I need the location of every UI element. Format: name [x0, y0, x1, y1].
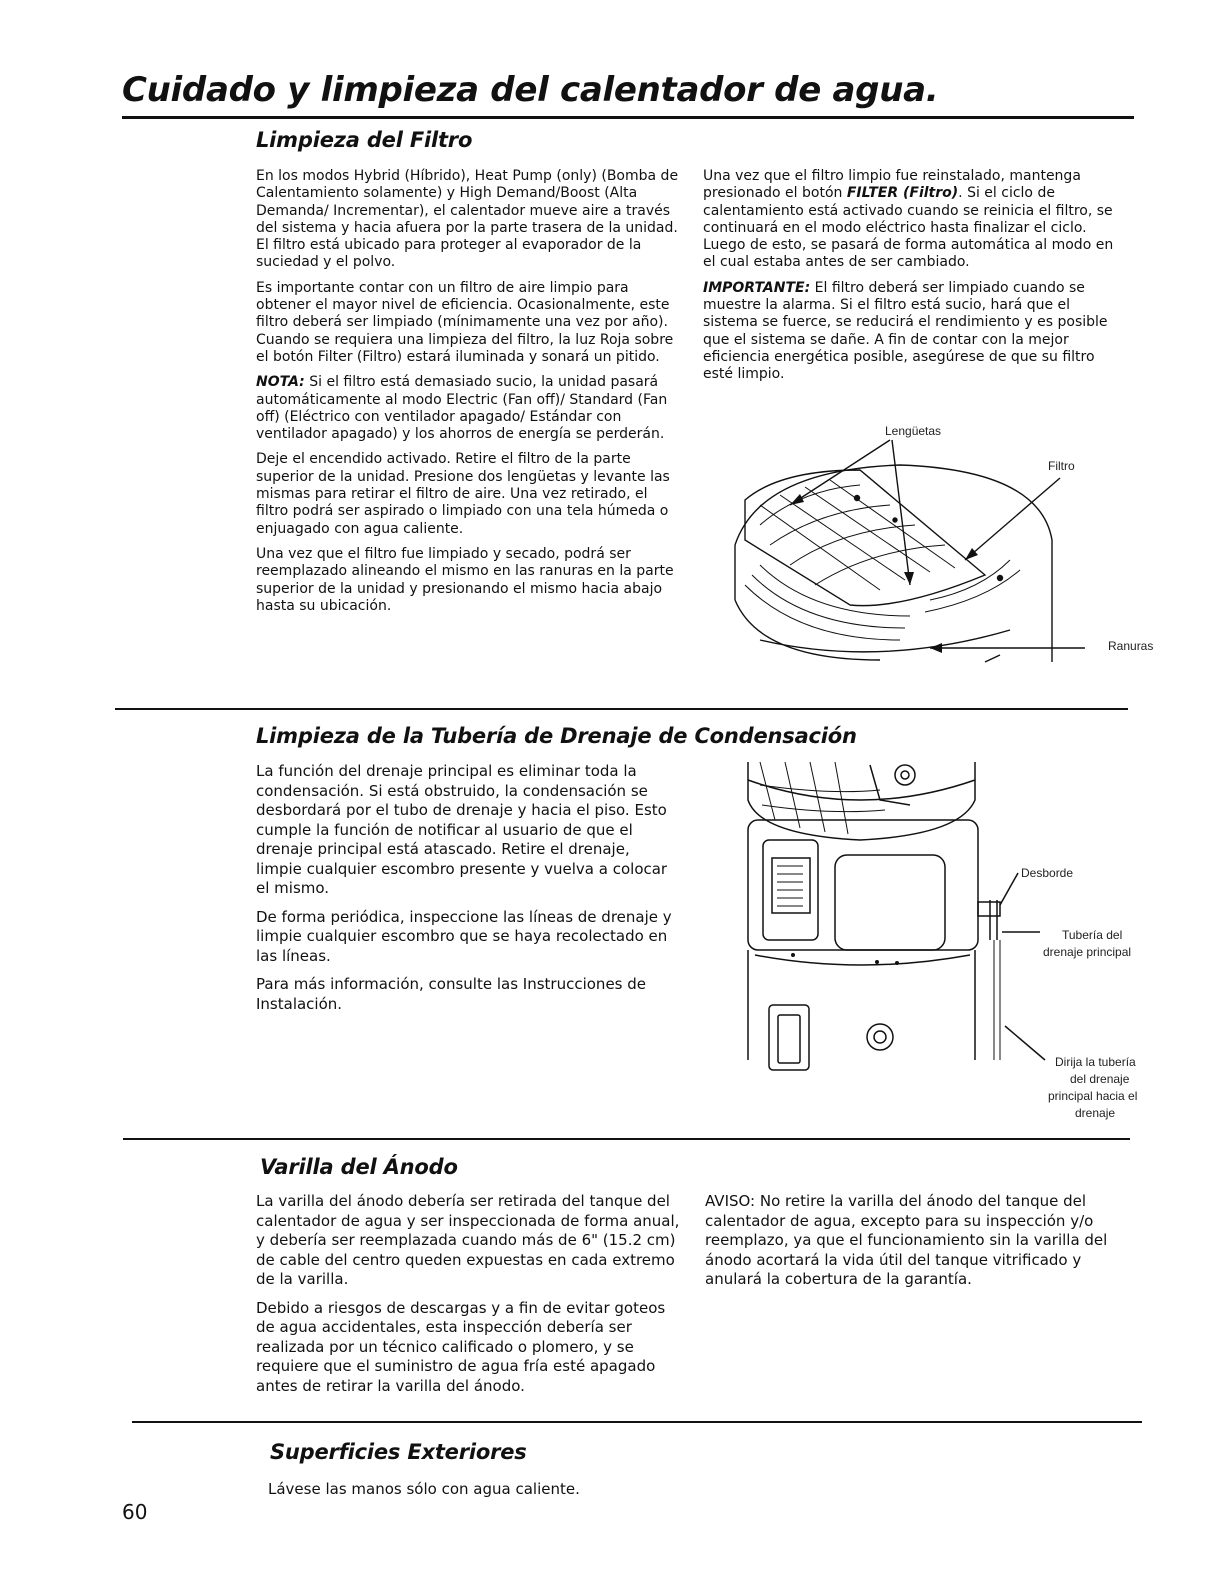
page-number: 60 [122, 1500, 148, 1524]
filter-heading: Limpieza del Filtro [256, 128, 473, 152]
filter-button-label: FILTER (Filtro) [846, 185, 959, 202]
page-title: Cuidado y limpieza del calentador de agua. [122, 70, 939, 110]
anode-right-column [705, 1192, 1130, 1299]
label-main-drain-2: drenaje principal [1043, 945, 1132, 959]
exterior-heading: Superficies Exteriores [270, 1440, 527, 1464]
anode-heading: Varilla del Ánodo [260, 1155, 458, 1179]
filter-paragraph-3: Deje el encendido activado. Retire el filtro de la parte superior de la unidad. Presione dos lengüetas y levante las mismas para retirar el filtro de aire. Una vez retirado, el filtro podrá ser aspirado o limpiado con una tela húmeda o enjuagado con agua caliente. [256, 451, 670, 537]
section-rule-2 [123, 1138, 1130, 1140]
drain-text-column [256, 762, 676, 1023]
filter-reset-paragraph: Una vez que el filtro limpio fue reinstalado, mantenga presionado el botón FILTER (Filtro). Si el ciclo de calentamiento está activado cuando se reinicia el filtro, se continuará en el modo eléctrico hasta finalizar el ciclo. Luego de esto, se pasará de forma automática al modo en el cual estaba antes de ser cambiado. [703, 168, 1114, 271]
section-rule-3 [132, 1421, 1142, 1423]
filter-important [703, 280, 1123, 384]
label-tabs: Lengüetas [885, 424, 942, 438]
filter-right-column [703, 168, 1123, 392]
label-overflow: Desborde [1021, 866, 1074, 880]
anode-left-column [256, 1192, 686, 1405]
section-rule-1 [115, 708, 1128, 710]
label-slots: Ranuras [1108, 639, 1154, 653]
title-rule [122, 116, 1134, 119]
drain-paragraph-1: La función del drenaje principal es eliminar toda la condensación. Si está obstruido, la condensación se desbordará por el tubo de drenaje y hacia el piso. Esto cumple la función de notificar al usuario de que el drenaje principal está atascado. Retire el drenaje, limpie cualquier escombro presente y vuelva a colocar el mismo. [256, 762, 668, 897]
drain-paragraph-3: Para más información, consulte las Instrucciones de Instalación. [256, 975, 646, 1013]
label-route-3: principal hacia el [1048, 1089, 1138, 1103]
importante-label: IMPORTANTE: [703, 279, 811, 296]
nota-label: NOTA: [256, 374, 305, 391]
filter-paragraph-1: En los modos Hybrid (Híbrido), Heat Pump (only) (Bomba de Calentamiento solamente) y High Demand/Boost (Alta Demanda/ Incrementar), el calentador mueve aire a través del sistema y hacia afuera por la parte trasera de la unidad. El filtro está ubicado para proteger al evaporador de la suciedad y el polvo. [256, 168, 679, 271]
label-route-1: Dirija la tubería [1055, 1055, 1136, 1069]
importante-text: El filtro deberá ser limpiado cuando se muestre la alarma. Si el filtro está sucio, hará que el sistema se fuerce, se reducirá el rendimiento y es posible que el sistema se dañe. A fin de contar con la mejor eficiencia energética posible, asegúrese de que su filtro esté limpio. [703, 279, 1108, 383]
label-main-drain-1: Tubería del [1062, 928, 1123, 942]
filter-paragraph-2: Es importante contar con un filtro de aire limpio para obtener el mayor nivel de eficiencia. Ocasionalmente, este filtro deberá ser limpiado (mínimamente una vez por año). Cuando se requiera una limpieza del filtro, la luz Roja sobre el botón Filter (Filtro) estará iluminada y sonará un pitido. [256, 279, 674, 365]
nota-text: Si el filtro está demasiado sucio, la unidad pasará automáticamente al modo Electric (Fan off)/ Standard (Fan off) (Eléctrico con ventilador apagado/ Estándar con ventilador apagado) y los ahorros de energía se perderán. [256, 374, 668, 443]
anode-paragraph-1: La varilla del ánodo debería ser retirada del tanque del calentador de agua y ser inspeccionada de forma anual, y debería ser reemplazada cuando más de 6" (15.2 cm) de cable del centro queden expuestas en cada extremo de la varilla. [256, 1192, 680, 1288]
filter-paragraph-4: Una vez que el filtro fue limpiado y secado, podrá ser reemplazado alineando el mismo en las ranuras en la parte superior de la unidad y presionando el mismo hacia abajo hasta su ubicación. [256, 545, 674, 614]
anode-warning: AVISO: No retire la varilla del ánodo del tanque del calentador de agua, excepto para su inspección y/o reemplazo, ya que el funcionamiento sin la varilla del ánodo acortará la vida útil del tanque vitrificado y anulará la cobertura de la garantía. [705, 1192, 1108, 1288]
filter-note [256, 374, 680, 443]
exterior-text: Lávese las manos sólo con agua caliente. [268, 1480, 580, 1498]
label-filter: Filtro [1048, 459, 1075, 473]
anode-paragraph-2: Debido a riesgos de descargas y a fin de evitar goteos de agua accidentales, esta inspección debería ser realizada por un técnico calificado o plomero, y se requiere que el suministro de agua fría esté apagado antes de retirar la varilla del ánodo. [256, 1298, 666, 1395]
label-route-2: del drenaje [1070, 1072, 1130, 1086]
filter-left-column [256, 168, 680, 623]
drain-paragraph-2: De forma periódica, inspeccione las líneas de drenaje y limpie cualquier escombro que se haya recolectado en las líneas. [256, 907, 672, 965]
drain-heading: Limpieza de la Tubería de Drenaje de Condensación [256, 724, 857, 748]
label-route-4: drenaje [1075, 1106, 1116, 1120]
